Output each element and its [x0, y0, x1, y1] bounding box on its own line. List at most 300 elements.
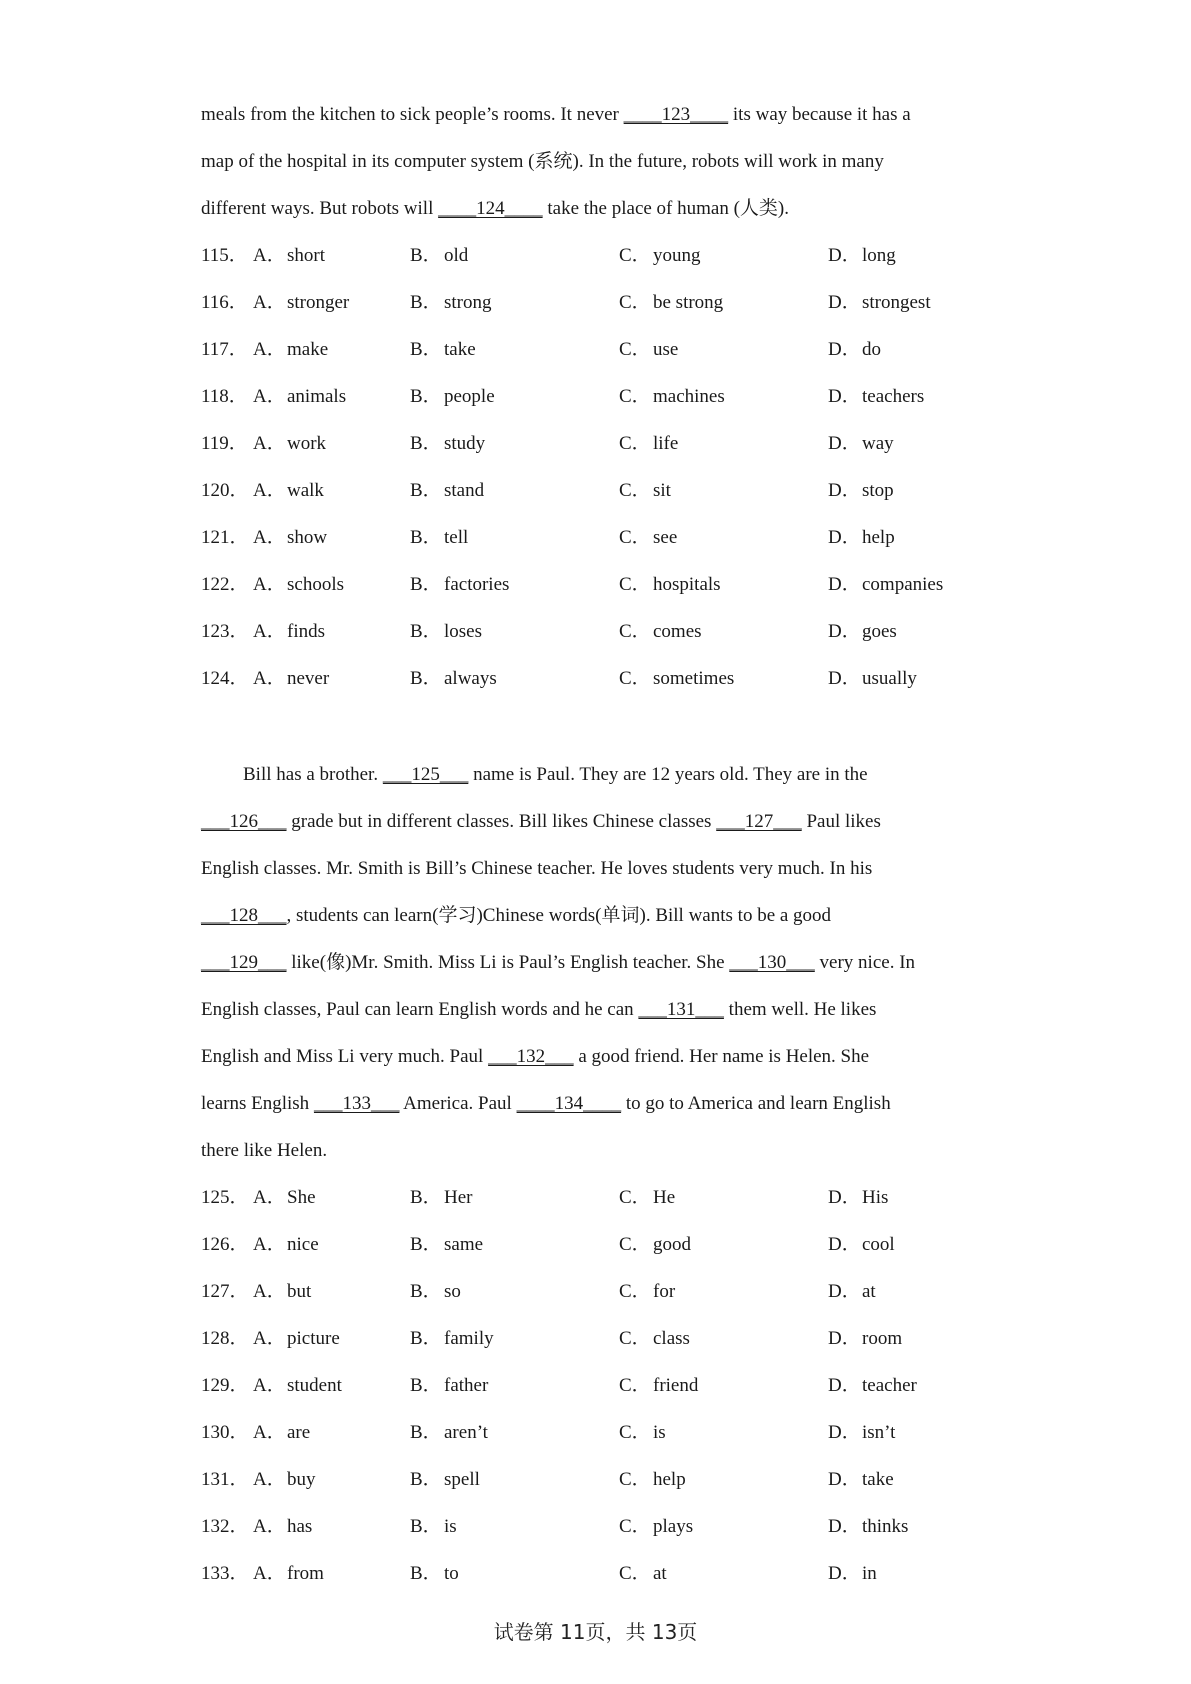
- option-a[interactable]: [253, 667, 329, 691]
- option-text: strongest: [862, 292, 931, 313]
- option-c[interactable]: [619, 1468, 686, 1492]
- option-d[interactable]: [828, 1562, 877, 1586]
- option-text: tell: [444, 527, 469, 548]
- option-text: sometimes: [653, 668, 735, 689]
- option-text: show: [287, 527, 328, 548]
- question-number: 124．: [201, 668, 249, 689]
- option-text: stronger: [287, 292, 350, 313]
- option-letter: C．: [619, 574, 651, 595]
- option-d[interactable]: [828, 573, 943, 597]
- option-d[interactable]: [828, 1233, 895, 1257]
- option-text: old: [444, 245, 469, 266]
- passage-1-line: [201, 197, 789, 221]
- question-row: [0, 432, 1191, 456]
- option-a[interactable]: [253, 1421, 310, 1445]
- option-letter: C．: [619, 527, 651, 548]
- option-d[interactable]: [828, 1186, 888, 1210]
- option-letter: A．: [253, 1234, 286, 1255]
- blank-132: ___132___: [488, 1046, 574, 1067]
- option-text: good: [653, 1234, 691, 1255]
- option-d[interactable]: [828, 479, 894, 503]
- question-number: 120．: [201, 480, 249, 501]
- option-letter: B．: [410, 480, 442, 501]
- option-c[interactable]: [619, 1374, 698, 1398]
- passage-text: name is Paul. They are 12 years old. They are in the: [468, 764, 868, 785]
- question-number: 130．: [201, 1422, 249, 1443]
- option-text: be strong: [653, 292, 724, 313]
- option-letter: D．: [828, 292, 861, 313]
- option-d[interactable]: [828, 432, 894, 456]
- passage-2-line: [201, 1045, 869, 1069]
- option-text: class: [653, 1328, 690, 1349]
- option-a[interactable]: [253, 573, 344, 597]
- option-a[interactable]: [253, 385, 346, 409]
- option-letter: D．: [828, 527, 861, 548]
- passage-1-line: [201, 150, 884, 174]
- option-text: is: [653, 1422, 666, 1443]
- option-a[interactable]: [253, 479, 324, 503]
- option-b[interactable]: [410, 479, 484, 503]
- blank-130: ___130___: [729, 952, 815, 973]
- question-number: 126．: [201, 1234, 249, 1255]
- option-text: walk: [287, 480, 324, 501]
- passage-text: very nice. In: [814, 952, 916, 973]
- option-text: for: [653, 1281, 676, 1302]
- passage-text: meals from the kitchen to sick people’s rooms. It never: [201, 104, 624, 125]
- option-letter: B．: [410, 386, 442, 407]
- option-text: is: [444, 1516, 457, 1537]
- passage-text: like(像)Mr. Smith. Miss Li is Paul’s English teacher. She: [286, 952, 730, 973]
- passage-text: to go to America and learn English: [621, 1093, 891, 1114]
- passage-text: map of the hospital in its computer system (系统). In the future, robots will work in many: [201, 151, 884, 172]
- option-text: but: [287, 1281, 312, 1302]
- option-letter: C．: [619, 1328, 651, 1349]
- passage-text: English and Miss Li very much. Paul: [201, 1046, 489, 1067]
- option-letter: B．: [410, 1234, 442, 1255]
- option-text: teacher: [862, 1375, 917, 1396]
- option-letter: D．: [828, 1375, 861, 1396]
- option-letter: D．: [828, 668, 861, 689]
- question-row: [0, 620, 1191, 644]
- option-c[interactable]: [619, 526, 677, 550]
- option-text: always: [444, 668, 497, 689]
- question-row: [0, 1280, 1191, 1304]
- option-text: animals: [287, 386, 347, 407]
- passage-2-line: [201, 810, 881, 834]
- option-letter: B．: [410, 1375, 442, 1396]
- option-letter: A．: [253, 386, 286, 407]
- question-row: [0, 1515, 1191, 1539]
- option-d[interactable]: [828, 291, 931, 315]
- option-b[interactable]: [410, 620, 482, 644]
- option-letter: B．: [410, 245, 442, 266]
- option-letter: C．: [619, 433, 651, 454]
- option-letter: C．: [619, 1516, 651, 1537]
- question-number: 128．: [201, 1328, 249, 1349]
- option-letter: A．: [253, 339, 286, 360]
- option-b[interactable]: [410, 385, 495, 409]
- option-letter: D．: [828, 339, 861, 360]
- option-a[interactable]: [253, 291, 349, 315]
- option-letter: C．: [619, 245, 651, 266]
- passage-2-line: [201, 998, 876, 1022]
- option-c[interactable]: [619, 479, 671, 503]
- option-letter: B．: [410, 1328, 442, 1349]
- option-letter: B．: [410, 1469, 442, 1490]
- option-d[interactable]: [828, 667, 917, 691]
- option-c[interactable]: [619, 385, 725, 409]
- option-text: aren’t: [444, 1422, 488, 1443]
- option-text: cool: [862, 1234, 895, 1255]
- option-text: sit: [653, 480, 671, 501]
- option-letter: D．: [828, 1234, 861, 1255]
- option-a[interactable]: [253, 1186, 316, 1210]
- option-b[interactable]: [410, 1280, 461, 1304]
- option-text: at: [862, 1281, 876, 1302]
- blank-126: ___126___: [201, 811, 287, 832]
- option-letter: D．: [828, 1469, 861, 1490]
- option-text: comes: [653, 621, 702, 642]
- option-a[interactable]: [253, 1562, 324, 1586]
- option-text: in: [862, 1563, 877, 1584]
- option-letter: D．: [828, 1422, 861, 1443]
- question-row: [0, 1468, 1191, 1492]
- option-text: are: [287, 1422, 311, 1443]
- option-c[interactable]: [619, 432, 678, 456]
- option-d[interactable]: [828, 620, 897, 644]
- question-row: [0, 338, 1191, 362]
- option-a[interactable]: [253, 1374, 342, 1398]
- option-letter: C．: [619, 480, 651, 501]
- option-c[interactable]: [619, 338, 678, 362]
- option-text: help: [862, 527, 895, 548]
- option-letter: A．: [253, 480, 286, 501]
- question-number: 132．: [201, 1516, 249, 1537]
- option-letter: A．: [253, 1187, 286, 1208]
- passage-text: Bill has a brother.: [243, 764, 383, 785]
- option-letter: C．: [619, 1281, 651, 1302]
- option-text: to: [444, 1563, 459, 1584]
- option-text: companies: [862, 574, 944, 595]
- option-letter: D．: [828, 245, 861, 266]
- question-row: [0, 573, 1191, 597]
- option-text: isn’t: [862, 1422, 896, 1443]
- option-letter: A．: [253, 1422, 286, 1443]
- option-b[interactable]: [410, 244, 468, 268]
- option-c[interactable]: [619, 1421, 666, 1445]
- question-row: [0, 1186, 1191, 1210]
- option-letter: D．: [828, 433, 861, 454]
- option-text: Her: [444, 1187, 473, 1208]
- option-c[interactable]: [619, 1186, 675, 1210]
- option-letter: D．: [828, 480, 861, 501]
- question-row: [0, 1374, 1191, 1398]
- option-text: father: [444, 1375, 489, 1396]
- option-b[interactable]: [410, 338, 476, 362]
- option-text: see: [653, 527, 678, 548]
- question-row: [0, 1421, 1191, 1445]
- option-c[interactable]: [619, 1327, 690, 1351]
- passage-text: Paul likes: [801, 811, 881, 832]
- option-letter: C．: [619, 1187, 651, 1208]
- passage-text: take the place of human (人类).: [542, 198, 790, 219]
- option-text: stand: [444, 480, 485, 501]
- blank-127: ___127___: [716, 811, 802, 832]
- blank-128: ___128___: [201, 905, 287, 926]
- option-d[interactable]: [828, 1421, 895, 1445]
- option-text: nice: [287, 1234, 319, 1255]
- option-letter: C．: [619, 1469, 651, 1490]
- option-b[interactable]: [410, 1233, 483, 1257]
- option-text: life: [653, 433, 679, 454]
- passage-text: America. Paul: [399, 1093, 517, 1114]
- question-row: [0, 667, 1191, 691]
- option-d[interactable]: [828, 1327, 902, 1351]
- option-c[interactable]: [619, 1515, 693, 1539]
- passage-text: learns English: [201, 1093, 314, 1114]
- passage-text: English classes. Mr. Smith is Bill’s Chinese teacher. He loves students very much. In his: [201, 858, 873, 879]
- option-letter: A．: [253, 1375, 286, 1396]
- option-text: loses: [444, 621, 482, 642]
- option-letter: D．: [828, 621, 861, 642]
- option-b[interactable]: [410, 667, 497, 691]
- option-d[interactable]: [828, 1280, 876, 1304]
- page-footer: 试卷第 11页，共 13页: [493, 1620, 698, 1644]
- option-text: short: [287, 245, 325, 266]
- option-c[interactable]: [619, 667, 734, 691]
- passage-text: there like Helen.: [201, 1140, 328, 1161]
- option-c[interactable]: [619, 1233, 691, 1257]
- option-letter: A．: [253, 527, 286, 548]
- option-text: long: [862, 245, 896, 266]
- option-c[interactable]: [619, 244, 701, 268]
- option-text: work: [287, 433, 327, 454]
- question-row: [0, 1562, 1191, 1586]
- option-letter: C．: [619, 668, 651, 689]
- option-letter: C．: [619, 1563, 651, 1584]
- option-letter: C．: [619, 1234, 651, 1255]
- question-row: [0, 385, 1191, 409]
- option-letter: D．: [828, 1281, 861, 1302]
- option-text: machines: [653, 386, 725, 407]
- question-number: 116．: [201, 292, 248, 313]
- option-c[interactable]: [619, 291, 723, 315]
- option-letter: A．: [253, 1563, 286, 1584]
- option-d[interactable]: [828, 1374, 917, 1398]
- option-text: people: [444, 386, 495, 407]
- option-d[interactable]: [828, 338, 881, 362]
- option-a[interactable]: [253, 244, 325, 268]
- option-text: so: [444, 1281, 461, 1302]
- option-c[interactable]: [619, 1562, 667, 1586]
- option-text: from: [287, 1563, 324, 1584]
- option-letter: A．: [253, 1469, 286, 1490]
- blank-133: ___133___: [313, 1093, 400, 1114]
- option-b[interactable]: [410, 573, 509, 597]
- option-letter: B．: [410, 433, 442, 454]
- option-letter: C．: [619, 621, 651, 642]
- question-number: 133．: [201, 1563, 249, 1584]
- option-letter: B．: [410, 527, 442, 548]
- option-b[interactable]: [410, 1562, 459, 1586]
- option-a[interactable]: [253, 338, 328, 362]
- option-a[interactable]: [253, 1233, 319, 1257]
- passage-text: grade but in different classes. Bill likes Chinese classes: [286, 811, 717, 832]
- question-row: [0, 291, 1191, 315]
- option-b[interactable]: [410, 1327, 494, 1351]
- question-number: 122．: [201, 574, 249, 595]
- option-d[interactable]: [828, 1515, 908, 1539]
- option-a[interactable]: [253, 1280, 311, 1304]
- option-text: His: [862, 1187, 889, 1208]
- option-letter: B．: [410, 1281, 442, 1302]
- option-b[interactable]: [410, 1515, 457, 1539]
- option-text: spell: [444, 1469, 480, 1490]
- option-b[interactable]: [410, 432, 485, 456]
- question-row: [0, 1233, 1191, 1257]
- option-b[interactable]: [410, 291, 492, 315]
- option-letter: C．: [619, 1375, 651, 1396]
- option-c[interactable]: [619, 573, 721, 597]
- option-text: goes: [862, 621, 897, 642]
- passage-2-line: [201, 1139, 327, 1163]
- passage-text: , students can learn(学习)Chinese words(单词). Bill wants to be a good: [286, 905, 832, 926]
- option-b[interactable]: [410, 526, 468, 550]
- option-text: study: [444, 433, 486, 454]
- question-number: 115．: [201, 245, 248, 266]
- option-letter: A．: [253, 621, 286, 642]
- option-text: use: [653, 339, 679, 360]
- option-text: friend: [653, 1375, 699, 1396]
- option-letter: C．: [619, 1422, 651, 1443]
- option-text: at: [653, 1563, 667, 1584]
- option-letter: B．: [410, 1516, 442, 1537]
- option-letter: D．: [828, 1563, 861, 1584]
- passage-text: a good friend. Her name is Helen. She: [573, 1046, 870, 1067]
- option-b[interactable]: [410, 1374, 488, 1398]
- option-letter: A．: [253, 245, 286, 266]
- option-text: stop: [862, 480, 894, 501]
- option-letter: A．: [253, 433, 286, 454]
- option-letter: B．: [410, 339, 442, 360]
- question-number: 125．: [201, 1187, 249, 1208]
- option-letter: D．: [828, 1516, 861, 1537]
- option-a[interactable]: [253, 620, 325, 644]
- option-text: same: [444, 1234, 484, 1255]
- option-text: She: [287, 1187, 316, 1208]
- blank-125: ___125___: [382, 764, 469, 785]
- question-number: 127．: [201, 1281, 249, 1302]
- option-letter: B．: [410, 1563, 442, 1584]
- option-letter: C．: [619, 339, 651, 360]
- question-number: 118．: [201, 386, 248, 407]
- blank-131: ___131___: [638, 999, 724, 1020]
- option-text: help: [653, 1469, 686, 1490]
- option-text: way: [862, 433, 894, 454]
- blank-134: ____134____: [516, 1093, 622, 1114]
- option-text: factories: [444, 574, 510, 595]
- option-text: take: [444, 339, 476, 360]
- option-text: hospitals: [653, 574, 721, 595]
- option-text: do: [862, 339, 881, 360]
- question-row: [0, 526, 1191, 550]
- option-b[interactable]: [410, 1468, 480, 1492]
- passage-2-line: [201, 1092, 891, 1116]
- option-a[interactable]: [253, 1468, 316, 1492]
- option-letter: A．: [253, 1281, 286, 1302]
- option-letter: D．: [828, 1328, 861, 1349]
- option-b[interactable]: [410, 1186, 472, 1210]
- option-text: teachers: [862, 386, 925, 407]
- option-letter: B．: [410, 1422, 442, 1443]
- passage-text: them well. He likes: [723, 999, 877, 1020]
- option-letter: A．: [253, 292, 286, 313]
- option-a[interactable]: [253, 1515, 312, 1539]
- passage-2-line: [243, 763, 868, 787]
- option-letter: D．: [828, 1187, 861, 1208]
- option-letter: C．: [619, 386, 651, 407]
- passage-2-line: [201, 857, 872, 881]
- question-number: 131．: [201, 1469, 249, 1490]
- option-text: room: [862, 1328, 903, 1349]
- question-number: 121．: [201, 527, 249, 548]
- option-text: He: [653, 1187, 676, 1208]
- option-text: family: [444, 1328, 494, 1349]
- option-letter: B．: [410, 292, 442, 313]
- passage-text: different ways. But robots will: [201, 198, 439, 219]
- option-letter: A．: [253, 574, 286, 595]
- option-letter: B．: [410, 668, 442, 689]
- option-d[interactable]: [828, 385, 924, 409]
- question-row: [0, 244, 1191, 268]
- option-text: strong: [444, 292, 492, 313]
- option-d[interactable]: [828, 244, 896, 268]
- option-text: plays: [653, 1516, 694, 1537]
- option-letter: A．: [253, 668, 286, 689]
- option-letter: D．: [828, 386, 861, 407]
- option-c[interactable]: [619, 620, 702, 644]
- option-letter: D．: [828, 574, 861, 595]
- option-text: young: [653, 245, 701, 266]
- option-letter: B．: [410, 574, 442, 595]
- passage-text: English classes, Paul can learn English words and he can: [201, 999, 639, 1020]
- blank-124: ____124____: [438, 198, 543, 219]
- option-letter: A．: [253, 1328, 286, 1349]
- option-c[interactable]: [619, 1280, 675, 1304]
- question-number: 119．: [201, 433, 248, 454]
- option-d[interactable]: [828, 1468, 894, 1492]
- option-letter: A．: [253, 1516, 286, 1537]
- option-text: thinks: [862, 1516, 909, 1537]
- option-letter: C．: [619, 292, 651, 313]
- option-letter: B．: [410, 1187, 442, 1208]
- option-a[interactable]: [253, 432, 326, 456]
- passage-2-line: [201, 904, 831, 928]
- option-text: usually: [862, 668, 917, 689]
- blank-129: ___129___: [201, 952, 287, 973]
- question-number: 129．: [201, 1375, 249, 1396]
- option-b[interactable]: [410, 1421, 488, 1445]
- option-text: picture: [287, 1328, 340, 1349]
- option-letter: B．: [410, 621, 442, 642]
- option-text: finds: [287, 621, 325, 642]
- question-number: 117．: [201, 339, 248, 360]
- option-text: take: [862, 1469, 894, 1490]
- question-row: [0, 479, 1191, 503]
- option-a[interactable]: [253, 1327, 340, 1351]
- option-a[interactable]: [253, 526, 327, 550]
- option-d[interactable]: [828, 526, 895, 550]
